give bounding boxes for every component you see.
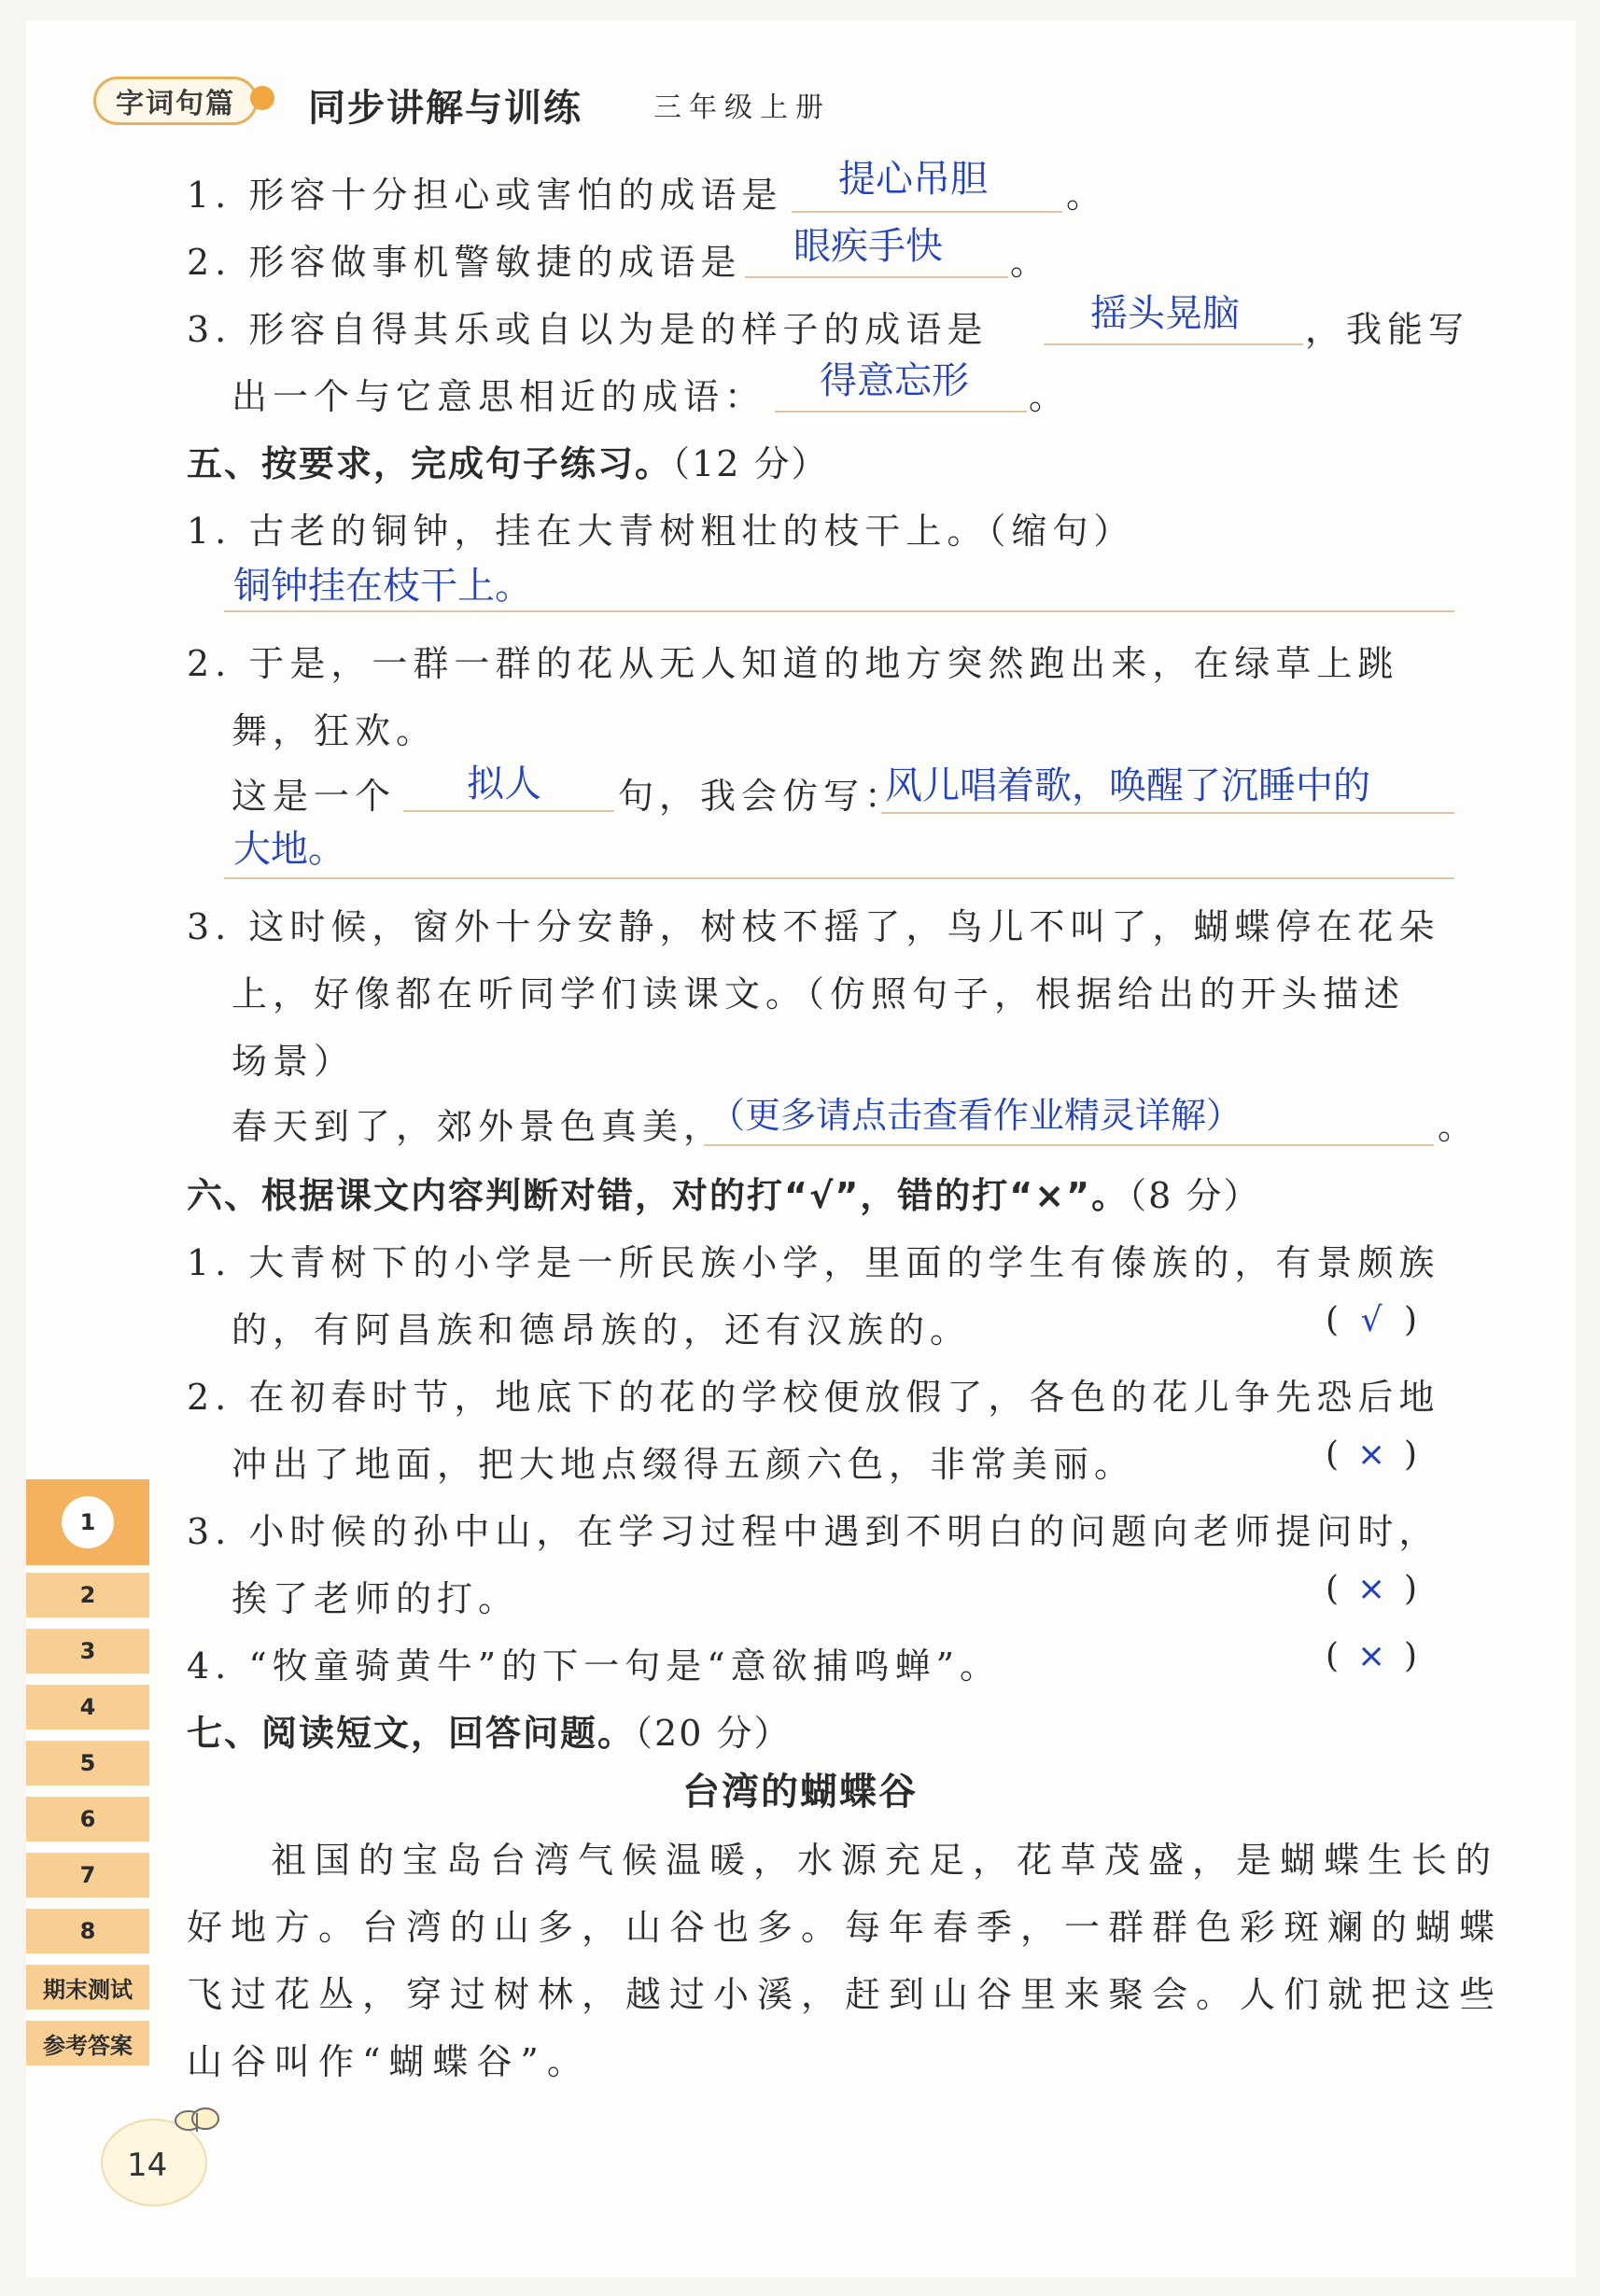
judge-item-3-line1: 3. 小时候的孙中山，在学习过程中遇到不明白的问题向老师提问时， [187, 1511, 1440, 1552]
section-5-title [187, 435, 828, 486]
question-5-2-mid: 句，我会仿写： [618, 776, 906, 817]
question-5-3-line2: 上，好像都在听同学们读课文。（仿照句子，根据给出的开头描述 [232, 973, 1406, 1015]
judge-item-1-line1: 1. 大青树下的小学是一所民族小学，里面的学生有傣族的，有景颇族 [187, 1242, 1440, 1283]
tab-unit-4[interactable]: 4 [26, 1685, 149, 1729]
answer-5-2-line2: 大地。 [233, 828, 345, 871]
judge-item-4-line1: 4. “牧童骑黄牛”的下一句是“意欲捕鸣蝉”。 [187, 1645, 1002, 1687]
period: 。 [1029, 376, 1071, 417]
question-4-3: 3. 形容自得其乐或自以为是的样子的成语是 [187, 309, 989, 350]
tab-answer-key[interactable]: 参考答案 [26, 2021, 149, 2065]
question-5-3-line1: 3. 这时候，窗外十分安静，树枝不摇了，鸟儿不叫了，蝴蝶停在花朵 [187, 906, 1440, 947]
section-6-title [187, 1167, 1260, 1218]
period: 。 [1438, 1106, 1480, 1147]
question-5-2-prefix: 这是一个 [232, 776, 397, 817]
period: 。 [1010, 242, 1052, 283]
answer-4-3a: 摇头晃脑 [1090, 292, 1240, 335]
judge-box-3[interactable]: ( × ) [1326, 1570, 1418, 1608]
section-5-heading: 五、按要求，完成句子练习。 [187, 443, 673, 484]
question-4-2: 2. 形容做事机警敏捷的成语是 [187, 242, 742, 283]
question-5-3-prefix: 春天到了，郊外景色真美， [232, 1106, 725, 1147]
passage-line-3: 飞过花丛，穿过树林，越过小溪，赶到山谷里来聚会。人们就把这些 [187, 1974, 1504, 2015]
tab-unit-5[interactable]: 5 [26, 1741, 149, 1785]
judge-item-2-line2: 冲出了地面，把大地点缀得五颜六色，非常美丽。 [232, 1444, 1136, 1485]
brand-dot-icon [250, 86, 274, 110]
cross-mark: × [1356, 1570, 1386, 1608]
page-number: 14 [127, 2147, 168, 2184]
section-7-title [187, 1704, 791, 1756]
section-6-points: （8 分） [1129, 1175, 1261, 1216]
brand-logo [93, 71, 308, 123]
passage-title: 台湾的蝴蝶谷 [682, 1771, 918, 1813]
book-grade: 三年级上册 [653, 91, 831, 124]
passage-line-2: 好地方。台湾的山多，山谷也多。每年春季，一群群色彩斑斓的蝴蝶 [187, 1907, 1504, 1948]
answer-line [881, 812, 1454, 814]
period: 。 [1066, 175, 1108, 216]
answer-line [704, 1144, 1434, 1146]
answer-4-1: 提心吊胆 [838, 158, 988, 201]
section-6-heading: 六、根据课文内容判断对错，对的打“√”，错的打“×”。 [187, 1175, 1130, 1216]
tab-unit-7[interactable]: 7 [26, 1853, 149, 1897]
butterfly-icon [168, 2100, 224, 2147]
cross-mark: × [1356, 1435, 1386, 1474]
answer-line [224, 610, 1454, 612]
question-5-3-line3: 场景） [232, 1041, 356, 1082]
question-5-2-line2: 舞，狂欢。 [232, 710, 438, 751]
answer-5-2-type: 拟人 [467, 763, 541, 805]
question-4-3-cont: ，我能写 [1305, 309, 1470, 350]
passage-line-1: 祖国的宝岛台湾气候温暖，水源充足，花草茂盛，是蝴蝶生长的 [271, 1840, 1500, 1881]
answer-5-1: 铜钟挂在枝干上。 [233, 565, 532, 608]
answer-blank[interactable] [792, 211, 1062, 213]
judge-item-3-line2: 挨了老师的打。 [232, 1578, 520, 1619]
question-5-2-line1: 2. 于是，一群一群的花从无人知道的地方突然跑出来，在绿草上跳 [187, 643, 1399, 684]
answer-4-3b: 得意忘形 [820, 359, 969, 402]
section-7-heading: 七、阅读短文，回答问题。 [187, 1713, 636, 1754]
judge-box-4[interactable]: ( × ) [1326, 1637, 1418, 1675]
tab-unit-1[interactable] [26, 1479, 149, 1565]
judge-item-1-line2: 的，有阿昌族和德昂族的，还有汉族的。 [232, 1309, 972, 1351]
brand-text: 字词句篇 [93, 77, 258, 125]
question-4-3-line2: 出一个与它意思相近的成语： [232, 376, 766, 417]
answer-blank[interactable] [1044, 343, 1303, 345]
judge-box-2[interactable]: ( × ) [1326, 1435, 1418, 1474]
passage-line-4: 山谷叫作“蝴蝶谷”。 [187, 2041, 591, 2082]
cross-mark: × [1356, 1637, 1386, 1675]
check-mark: √ [1360, 1301, 1382, 1339]
answer-blank[interactable] [745, 276, 1008, 278]
tab-final-test[interactable]: 期末测试 [26, 1965, 149, 2009]
section-5-points: （12 分） [672, 443, 829, 484]
answer-5-2-line1: 风儿唱着歌，唤醒了沉睡中的 [885, 764, 1370, 807]
answer-blank[interactable] [775, 411, 1027, 413]
tab-unit-8[interactable]: 8 [26, 1909, 149, 1953]
tab-label: 1 [62, 1496, 114, 1548]
tab-unit-2[interactable]: 2 [26, 1573, 149, 1617]
answer-4-2: 眼疾手快 [793, 225, 943, 268]
answer-blank[interactable] [403, 810, 614, 812]
judge-box-1[interactable]: ( √ ) [1326, 1301, 1418, 1339]
answer-line [224, 877, 1454, 879]
tab-unit-3[interactable]: 3 [26, 1629, 149, 1673]
page-number-badge [101, 2100, 213, 2212]
section-7-points: （20 分） [635, 1713, 792, 1754]
tab-unit-6[interactable]: 6 [26, 1797, 149, 1841]
judge-item-2-line1: 2. 在初春时节，地底下的花的学校便放假了，各色的花儿争先恐后地 [187, 1377, 1440, 1418]
answer-5-3[interactable]: （更多请点击查看作业精灵详解） [709, 1095, 1242, 1136]
question-5-1: 1. 古老的铜钟，挂在大青树粗壮的枝干上。（缩句） [187, 511, 1135, 552]
book-title: 同步讲解与训练 [308, 87, 582, 130]
question-4-1: 1. 形容十分担心或害怕的成语是 [187, 175, 783, 216]
